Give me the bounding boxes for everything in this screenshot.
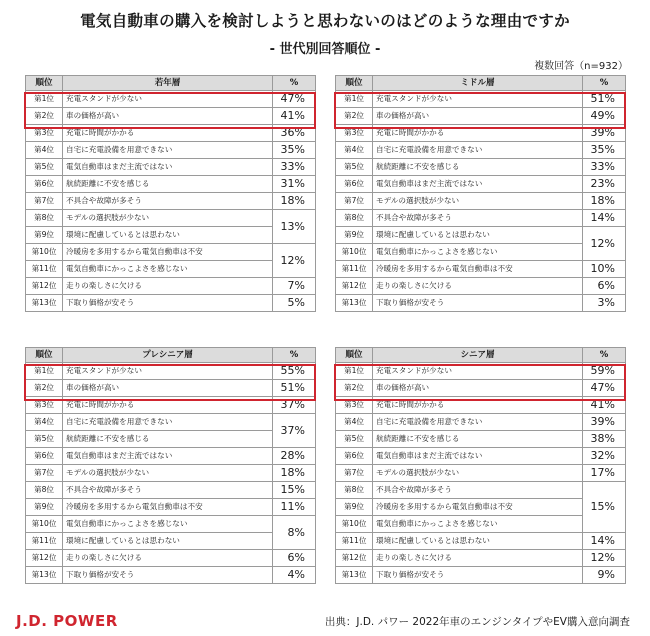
reason-cell: 航続距離に不安を感じる [63, 431, 273, 448]
reason-cell: 下取り価格が安そう [63, 567, 273, 584]
rank-cell: 第6位 [26, 176, 63, 193]
header-pct: % [583, 76, 626, 91]
table-row [26, 159, 316, 176]
rank-cell: 第10位 [336, 244, 373, 261]
table-row [26, 193, 316, 210]
percent-cell: 51% [273, 380, 316, 397]
percent-cell: 23% [583, 176, 626, 193]
table-row [26, 567, 316, 584]
table-row [26, 210, 316, 227]
rank-cell: 第8位 [336, 482, 373, 499]
reason-cell: 電気自動車はまだ主流ではない [373, 448, 583, 465]
reason-cell: 不具合や故障が多そう [63, 482, 273, 499]
ranking-table-middle [335, 75, 626, 312]
percent-cell: 12% [273, 244, 316, 278]
percent-cell: 55% [273, 363, 316, 380]
rank-cell: 第10位 [336, 516, 373, 533]
table-row [26, 380, 316, 397]
rank-cell: 第6位 [26, 448, 63, 465]
reason-cell: 充電に時間がかかる [63, 125, 273, 142]
rank-cell: 第2位 [26, 108, 63, 125]
reason-cell: 走りの楽しさに欠ける [63, 550, 273, 567]
reason-cell: モデルの選択肢が少ない [63, 210, 273, 227]
percent-cell: 5% [273, 295, 316, 312]
reason-cell: 電気自動車にかっこよさを感じない [63, 261, 273, 278]
percent-cell: 51% [583, 91, 626, 108]
table-row [336, 295, 626, 312]
rank-cell: 第7位 [336, 193, 373, 210]
rank-cell: 第13位 [26, 295, 63, 312]
reason-cell: 冷暖房を多用するから電気自動車は不安 [373, 261, 583, 278]
reason-cell: 航続距離に不安を感じる [373, 159, 583, 176]
percent-cell: 18% [273, 193, 316, 210]
header-group: プレシニア層 [63, 348, 273, 363]
header-rank: 順位 [26, 348, 63, 363]
reason-cell: 環境に配慮しているとは思わない [373, 227, 583, 244]
reason-cell: 車の価格が高い [63, 380, 273, 397]
percent-cell: 14% [583, 533, 626, 550]
rank-cell: 第9位 [336, 499, 373, 516]
percent-cell: 37% [273, 397, 316, 414]
table-row [336, 91, 626, 108]
table-row [26, 91, 316, 108]
rank-cell: 第8位 [336, 210, 373, 227]
table-row [26, 482, 316, 499]
table-header-row [336, 76, 626, 91]
header-group: ミドル層 [373, 76, 583, 91]
table-row [26, 397, 316, 414]
rank-cell: 第11位 [336, 533, 373, 550]
reason-cell: 不具合や故障が多そう [373, 482, 583, 499]
table-row [336, 414, 626, 431]
table-row [26, 278, 316, 295]
header-group: 若年層 [63, 76, 273, 91]
table-row [26, 261, 316, 278]
percent-cell: 35% [583, 142, 626, 159]
table-row [336, 499, 626, 516]
table-row [336, 210, 626, 227]
table-row [336, 125, 626, 142]
table-row [26, 516, 316, 533]
percent-cell: 9% [583, 567, 626, 584]
table-header-row [26, 348, 316, 363]
percent-cell: 36% [273, 125, 316, 142]
rank-cell: 第3位 [336, 397, 373, 414]
percent-cell: 8% [273, 516, 316, 550]
rank-cell: 第13位 [336, 567, 373, 584]
percent-cell: 33% [583, 159, 626, 176]
table-row [336, 397, 626, 414]
reason-cell: 自宅に充電設備を用意できない [373, 142, 583, 159]
reason-cell: 不具合や故障が多そう [63, 193, 273, 210]
source-credit: 出典：J.D. パワー 2022年車のエンジンタイプやEV購入意向調査 [324, 616, 630, 628]
rank-cell: 第11位 [336, 261, 373, 278]
reason-cell: 走りの楽しさに欠ける [373, 278, 583, 295]
percent-cell: 13% [273, 210, 316, 244]
rank-cell: 第3位 [26, 125, 63, 142]
percent-cell: 39% [583, 414, 626, 431]
percent-cell: 15% [583, 482, 626, 533]
rank-cell: 第1位 [336, 91, 373, 108]
table-row [26, 465, 316, 482]
reason-cell: モデルの選択肢が少ない [373, 465, 583, 482]
reason-cell: 航続距離に不安を感じる [63, 176, 273, 193]
percent-cell: 10% [583, 261, 626, 278]
reason-cell: 充電に時間がかかる [63, 397, 273, 414]
rank-cell: 第5位 [26, 159, 63, 176]
rank-cell: 第2位 [336, 108, 373, 125]
header-pct: % [273, 76, 316, 91]
percent-cell: 12% [583, 550, 626, 567]
percent-cell: 18% [273, 465, 316, 482]
rank-cell: 第2位 [26, 380, 63, 397]
percent-cell: 11% [273, 499, 316, 516]
percent-cell: 14% [583, 210, 626, 227]
reason-cell: 環境に配慮しているとは思わない [63, 227, 273, 244]
table-row [26, 227, 316, 244]
rank-cell: 第5位 [336, 431, 373, 448]
percent-cell: 41% [273, 108, 316, 125]
reason-cell: 環境に配慮しているとは思わない [373, 533, 583, 550]
page-subtitle: - 世代別回答順位 - [269, 42, 381, 57]
percent-cell: 28% [273, 448, 316, 465]
rank-cell: 第3位 [336, 125, 373, 142]
rank-cell: 第8位 [26, 210, 63, 227]
table-row [336, 482, 626, 499]
reason-cell: 冷暖房を多用するから電気自動車は不安 [63, 244, 273, 261]
table-row [26, 414, 316, 431]
table-row [26, 108, 316, 125]
table-row [336, 261, 626, 278]
ranking-table-young [25, 75, 316, 312]
percent-cell: 6% [273, 550, 316, 567]
reason-cell: 充電に時間がかかる [373, 397, 583, 414]
rank-cell: 第12位 [336, 278, 373, 295]
rank-cell: 第1位 [26, 91, 63, 108]
header-group: シニア層 [373, 348, 583, 363]
reason-cell: モデルの選択肢が少ない [373, 193, 583, 210]
rank-cell: 第5位 [336, 159, 373, 176]
rank-cell: 第4位 [26, 414, 63, 431]
reason-cell: 自宅に充電設備を用意できない [63, 414, 273, 431]
percent-cell: 33% [273, 159, 316, 176]
table-row [336, 465, 626, 482]
reason-cell: 走りの楽しさに欠ける [63, 278, 273, 295]
percent-cell: 59% [583, 363, 626, 380]
percent-cell: 4% [273, 567, 316, 584]
table-row [336, 159, 626, 176]
table-row [336, 363, 626, 380]
rank-cell: 第9位 [26, 227, 63, 244]
percent-cell: 47% [583, 380, 626, 397]
percent-cell: 15% [273, 482, 316, 499]
table-row [336, 142, 626, 159]
reason-cell: 環境に配慮しているとは思わない [63, 533, 273, 550]
reason-cell: 電気自動車にかっこよさを感じない [63, 516, 273, 533]
rank-cell: 第7位 [26, 465, 63, 482]
jdpower-logo: J.D. POWER [16, 612, 118, 630]
percent-cell: 17% [583, 465, 626, 482]
rank-cell: 第8位 [26, 482, 63, 499]
percent-cell: 38% [583, 431, 626, 448]
reason-cell: 自宅に充電設備を用意できない [373, 414, 583, 431]
header-pct: % [583, 348, 626, 363]
page-title: 電気自動車の購入を検討しようと思わないのはどのような理由ですか [80, 12, 570, 30]
rank-cell: 第2位 [336, 380, 373, 397]
table-row [26, 448, 316, 465]
percent-cell: 32% [583, 448, 626, 465]
table-row [336, 431, 626, 448]
table-row [336, 193, 626, 210]
table-row [336, 567, 626, 584]
header-rank: 順位 [336, 76, 373, 91]
table-row [336, 244, 626, 261]
table-row [336, 448, 626, 465]
rank-cell: 第13位 [26, 567, 63, 584]
rank-cell: 第6位 [336, 448, 373, 465]
rank-cell: 第9位 [26, 499, 63, 516]
percent-cell: 39% [583, 125, 626, 142]
percent-cell: 47% [273, 91, 316, 108]
percent-cell: 49% [583, 108, 626, 125]
ranking-table-presenior [25, 347, 316, 584]
percent-cell: 18% [583, 193, 626, 210]
reason-cell: 冷暖房を多用するから電気自動車は不安 [373, 499, 583, 516]
rank-cell: 第5位 [26, 431, 63, 448]
percent-cell: 3% [583, 295, 626, 312]
percent-cell: 7% [273, 278, 316, 295]
table-row [336, 516, 626, 533]
reason-cell: 電気自動車はまだ主流ではない [63, 448, 273, 465]
table-row [26, 142, 316, 159]
rank-cell: 第6位 [336, 176, 373, 193]
rank-cell: 第12位 [336, 550, 373, 567]
table-row [336, 278, 626, 295]
reason-cell: 電気自動車はまだ主流ではない [63, 159, 273, 176]
rank-cell: 第12位 [26, 278, 63, 295]
reason-cell: 下取り価格が安そう [373, 567, 583, 584]
rank-cell: 第7位 [336, 465, 373, 482]
percent-cell: 41% [583, 397, 626, 414]
reason-cell: 冷暖房を多用するから電気自動車は不安 [63, 499, 273, 516]
reason-cell: 不具合や故障が多そう [373, 210, 583, 227]
table-row [26, 295, 316, 312]
percent-cell: 35% [273, 142, 316, 159]
percent-cell: 31% [273, 176, 316, 193]
header-rank: 順位 [336, 348, 373, 363]
table-header-row [336, 348, 626, 363]
header-rank: 順位 [26, 76, 63, 91]
reason-cell: 充電スタンドが少ない [373, 363, 583, 380]
reason-cell: 充電スタンドが少ない [63, 91, 273, 108]
reason-cell: 走りの楽しさに欠ける [373, 550, 583, 567]
table-row [26, 499, 316, 516]
table-row [336, 533, 626, 550]
reason-cell: 下取り価格が安そう [373, 295, 583, 312]
ranking-table-senior [335, 347, 626, 584]
reason-cell: 航続距離に不安を感じる [373, 431, 583, 448]
rank-cell: 第12位 [26, 550, 63, 567]
table-row [336, 550, 626, 567]
rank-cell: 第1位 [26, 363, 63, 380]
rank-cell: 第10位 [26, 516, 63, 533]
rank-cell: 第10位 [26, 244, 63, 261]
reason-cell: 電気自動車はまだ主流ではない [373, 176, 583, 193]
table-header-row [26, 76, 316, 91]
rank-cell: 第4位 [336, 142, 373, 159]
rank-cell: 第4位 [336, 414, 373, 431]
table-row [336, 380, 626, 397]
percent-cell: 37% [273, 414, 316, 448]
table-row [26, 363, 316, 380]
reason-cell: モデルの選択肢が少ない [63, 465, 273, 482]
table-row [336, 176, 626, 193]
reason-cell: 充電スタンドが少ない [373, 91, 583, 108]
table-row [336, 108, 626, 125]
rank-cell: 第7位 [26, 193, 63, 210]
rank-cell: 第13位 [336, 295, 373, 312]
reason-cell: 充電に時間がかかる [373, 125, 583, 142]
reason-cell: 電気自動車にかっこよさを感じない [373, 244, 583, 261]
reason-cell: 車の価格が高い [373, 380, 583, 397]
rank-cell: 第11位 [26, 261, 63, 278]
table-row [26, 125, 316, 142]
table-row [26, 533, 316, 550]
header-pct: % [273, 348, 316, 363]
percent-cell: 6% [583, 278, 626, 295]
rank-cell: 第11位 [26, 533, 63, 550]
table-row [26, 431, 316, 448]
rank-cell: 第9位 [336, 227, 373, 244]
reason-cell: 車の価格が高い [63, 108, 273, 125]
reason-cell: 下取り価格が安そう [63, 295, 273, 312]
table-row [26, 244, 316, 261]
table-row [26, 176, 316, 193]
reason-cell: 車の価格が高い [373, 108, 583, 125]
percent-cell: 12% [583, 227, 626, 261]
reason-cell: 充電スタンドが少ない [63, 363, 273, 380]
table-row [336, 227, 626, 244]
reason-cell: 自宅に充電設備を用意できない [63, 142, 273, 159]
response-note: 複数回答（n=932） [534, 61, 628, 72]
rank-cell: 第3位 [26, 397, 63, 414]
table-row [26, 550, 316, 567]
rank-cell: 第1位 [336, 363, 373, 380]
rank-cell: 第4位 [26, 142, 63, 159]
reason-cell: 電気自動車にかっこよさを感じない [373, 516, 583, 533]
